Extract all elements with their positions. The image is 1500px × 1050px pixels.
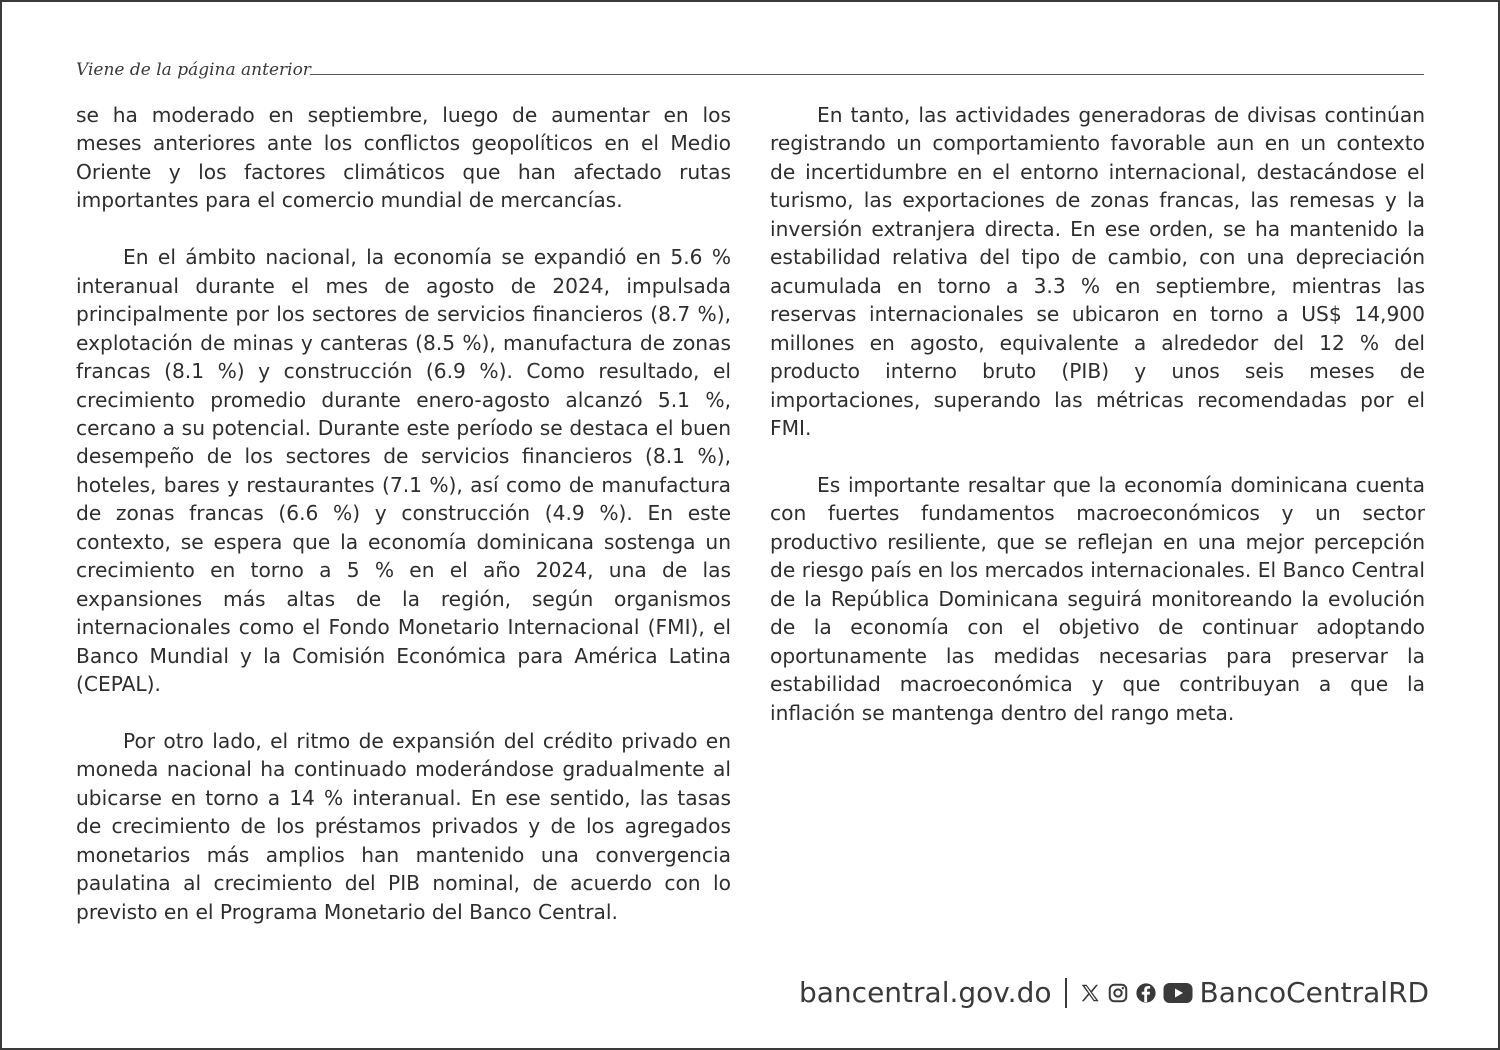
facebook-icon[interactable] — [1135, 982, 1157, 1004]
x-icon[interactable] — [1079, 982, 1101, 1004]
paragraph: se ha moderado en septiembre, luego de aumentar en los meses anteriores ante los conflictos geopolíticos en el Medio Oriente y los factores climáticos que han afectado rutas importantes para el comercio mundial de mercancías. — [76, 103, 731, 213]
paragraph: Por otro lado, el ritmo de expansión del crédito privado en moneda nacional ha continuado moderándose gradualmente al ubicarse en torno a 14 % interanual. En ese sentido, las tasas de crecimiento de los préstamos privados y de los agregados monetarios más amplios han mantenido una convergencia paulatina al crecimiento del PIB nominal, de acuerdo con lo previsto en el Programa Monetario del Banco Central. — [76, 728, 731, 924]
continued-from-previous-page-label: Viene de la página anterior — [76, 60, 311, 80]
paragraph: Es importante resaltar que la economía dominicana cuenta con fuertes fundamentos macroeconómicos y un sector productivo resiliente, que se reflejan en una mejor percepción de riesgo país en los mercados internacionales. El Banco Central de la República Dominicana seguirá monitoreando la evolución de la economía con el objetivo de continuar adoptando oportunamente las medidas necesarias para preservar la estabilidad macroeconómica y que contribuyan a que la inflación se mantenga dentro del rango meta. — [770, 472, 1425, 725]
youtube-icon[interactable] — [1163, 982, 1193, 1004]
header-divider — [310, 74, 1424, 75]
website-link[interactable]: bancentral.gov.do — [799, 976, 1052, 1009]
paragraph: En tanto, las actividades generadoras de divisas continúan registrando un comportamiento favorable aun en un contexto de incertidumbre en el entorno internacional, destacándose el turismo, las exportaciones de zonas francas, las remesas y la inversión extranjera directa. En ese orden, se ha mantenido la estabilidad relativa del tipo de cambio, con una depreciación acumulada en torno a 3.3 % en septiembre, mientras las reservas internacionales se ubicaron en torno a US$ 14,900 millones en agosto, equivalente a alrededor del 12 % del producto interno bruto (PIB) y unos seis meses de importaciones, superando las métricas recomendadas por el FMI. — [770, 103, 1425, 440]
instagram-icon[interactable] — [1107, 982, 1129, 1004]
right-column — [770, 101, 1425, 727]
social-handle[interactable]: BancoCentralRD — [1199, 976, 1430, 1009]
paragraph: En el ámbito nacional, la economía se expandió en 5.6 % interanual durante el mes de agosto de 2024, impulsada principalmente por los sectores de servicios financieros (8.7 %), explotación de minas y canteras (8.5 %), manufactura de zonas francas (8.1 %) y construcción (6.9 %). Como resultado, el crecimiento promedio durante enero-agosto alcanzó 5.1 %, cercano a su potencial. Durante este período se destaca el buen desempeño de los sectores de servicios financieros (8.1 %), hoteles, bares y restaurantes (7.1 %), así como de manufactura de zonas francas (6.6 %) y construcción (4.9 %). En este contexto, se espera que la economía dominicana sostenga un crecimiento en torno a 5 % en el año 2024, una de las expansiones más altas de la región, según organismos internacionales como el Fondo Monetario Internacional (FMI), el Banco Mundial y la Comisión Económica para América Latina (CEPAL). — [76, 245, 731, 697]
left-column — [76, 101, 731, 926]
footer-contact — [799, 976, 1429, 1009]
footer-separator — [1065, 978, 1067, 1008]
